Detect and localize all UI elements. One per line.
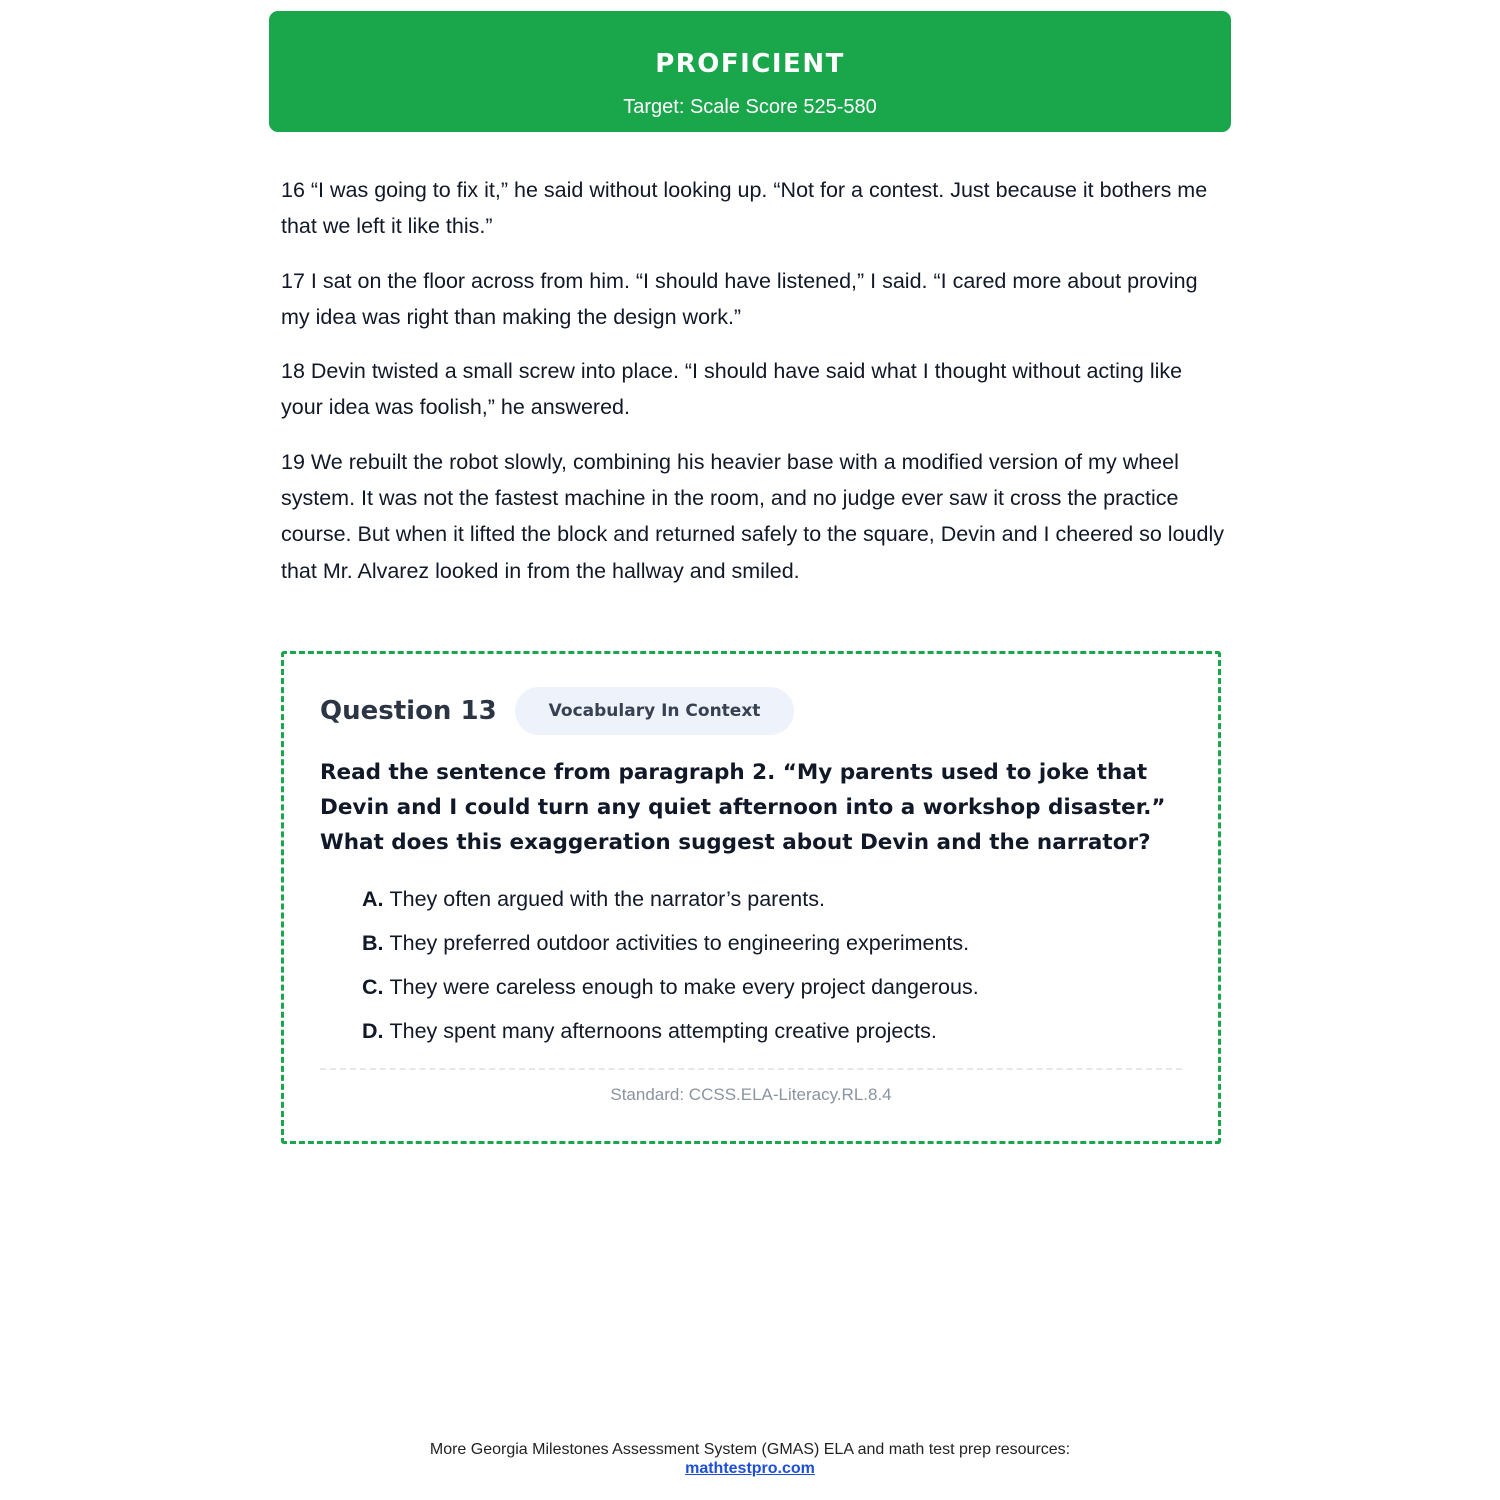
answer-option-d[interactable] (362, 1009, 1182, 1053)
option-letter: A. (362, 887, 384, 911)
option-text: They were careless enough to make every project dangerous. (389, 975, 979, 999)
passage-paragraph: 17 I sat on the floor across from him. “I should have listened,” I said. “I cared more about proving my idea was right than making the design work.” (281, 268, 1198, 329)
passage-paragraph: 18 Devin twisted a small screw into place. “I should have said what I thought without acting like your idea was foolish,” he answered. (281, 359, 1183, 420)
option-letter: D. (362, 1019, 384, 1043)
question-category-badge: Vocabulary In Context (515, 687, 795, 735)
option-letter: B. (362, 931, 384, 955)
footer-text: More Georgia Milestones Assessment System (GMAS) ELA and math test prep resources: (429, 1441, 1071, 1458)
passage-paragraph: 16 “I was going to fix it,” he said without looking up. “Not for a contest. Just because it bothers me that we left it like this.” (281, 178, 1208, 239)
passage-paragraph: 19 We rebuilt the robot slowly, combining his heavier base with a modified version of my wheel system. It was not the fastest machine in the room, and no judge ever saw it cross the practice course. But when it lifted the block and returned safely to the square, Devin and I cheered so loudly that Mr. Alvarez looked in from the hallway and smiled. (281, 449, 1224, 583)
question-header (320, 686, 794, 736)
question-card (281, 651, 1221, 1144)
footer-link[interactable]: mathtestpro.com (685, 1460, 815, 1477)
level-title: PROFICIENT (655, 49, 845, 79)
option-text: They spent many afternoons attempting creative projects. (389, 1019, 937, 1043)
answer-option-b[interactable] (362, 921, 1182, 965)
question-stem: Read the sentence from paragraph 2. “My parents used to joke that Devin and I could turn any quiet afternoon into a workshop disaster.” What does this exaggeration suggest about Devin and the narrator? (320, 760, 1166, 855)
answer-option-c[interactable] (362, 965, 1182, 1009)
option-letter: C. (362, 975, 384, 999)
option-text: They often argued with the narrator’s parents. (389, 887, 825, 911)
level-target: Target: Scale Score 525-580 (623, 96, 877, 118)
question-number: Question 13 (320, 696, 497, 726)
passage (281, 172, 1226, 607)
answer-option-a[interactable] (362, 877, 1182, 921)
standard-label: Standard: CCSS.ELA-Literacy.RL.8.4 (610, 1085, 892, 1104)
footer (0, 1440, 1500, 1478)
answer-options (362, 877, 1182, 1053)
option-text: They preferred outdoor activities to engineering experiments. (389, 931, 970, 955)
level-banner (269, 11, 1231, 132)
divider (320, 1068, 1182, 1070)
